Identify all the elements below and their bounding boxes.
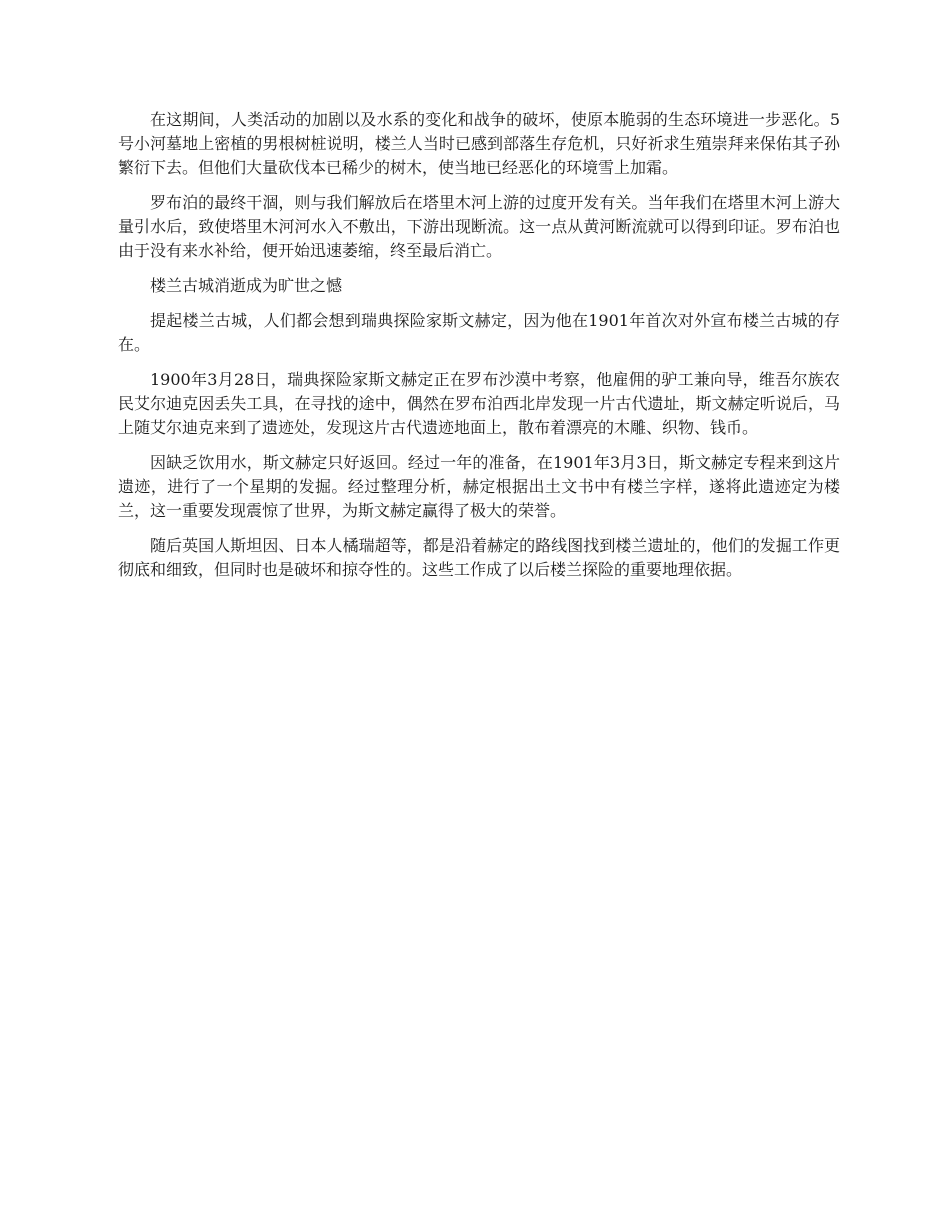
document-page xyxy=(118,108,840,593)
paragraph-sven-hedin-intro: 提起楼兰古城，人们都会想到瑞典探险家斯文赫定，因为他在1901年首次对外宣布楼兰古城的存在。 xyxy=(118,311,840,354)
paragraph-excavation-1901: 因缺乏饮用水，斯文赫定只好返回。经过一年的准备，在1901年3月3日，斯文赫定专程来到这片遗迹，进行了一个星期的发掘。经过整理分析，赫定根据出土文书中有楼兰字样，遂将此遗迹定为楼兰，这一重要发现震惊了世界，为斯文赫定赢得了极大的荣誉。 xyxy=(118,453,840,520)
paragraph-ecology: 在这期间，人类活动的加剧以及水系的变化和战争的破坏，使原本脆弱的生态环境进一步恶化。5号小河墓地上密植的男根树桩说明，楼兰人当时已感到部落生存危机，只好祈求生殖崇拜来保佑其子孙繁衍下去。但他们大量砍伐本已稀少的树木，使当地已经恶化的环境雪上加霜。 xyxy=(118,110,840,177)
paragraph-discovery-1900: 1900年3月28日，瑞典探险家斯文赫定正在罗布沙漠中考察，他雇佣的驴工兼向导，维吾尔族农民艾尔迪克因丢失工具，在寻找的途中，偶然在罗布泊西北岸发现一片古代遗址，斯文赫定听说后，马上随艾尔迪克来到了遗迹处，发现这片古代遗迹地面上，散布着漂亮的木雕、织物、钱币。 xyxy=(118,370,840,437)
paragraph-lop-nur: 罗布泊的最终干涸，则与我们解放后在塔里木河上游的过度开发有关。当年我们在塔里木河上游大量引水后，致使塔里木河河水入不敷出，下游出现断流。这一点从黄河断流就可以得到印证。罗布泊也由于没有来水补给，便开始迅速萎缩，终至最后消亡。 xyxy=(118,193,840,260)
paragraph-later-expeditions: 随后英国人斯坦因、日本人橘瑞超等，都是沿着赫定的路线图找到楼兰遗址的，他们的发掘工作更彻底和细致，但同时也是破坏和掠夺性的。这些工作成了以后楼兰探险的重要地理依据。 xyxy=(118,536,840,579)
section-heading: 楼兰古城消逝成为旷世之憾 xyxy=(150,276,343,295)
